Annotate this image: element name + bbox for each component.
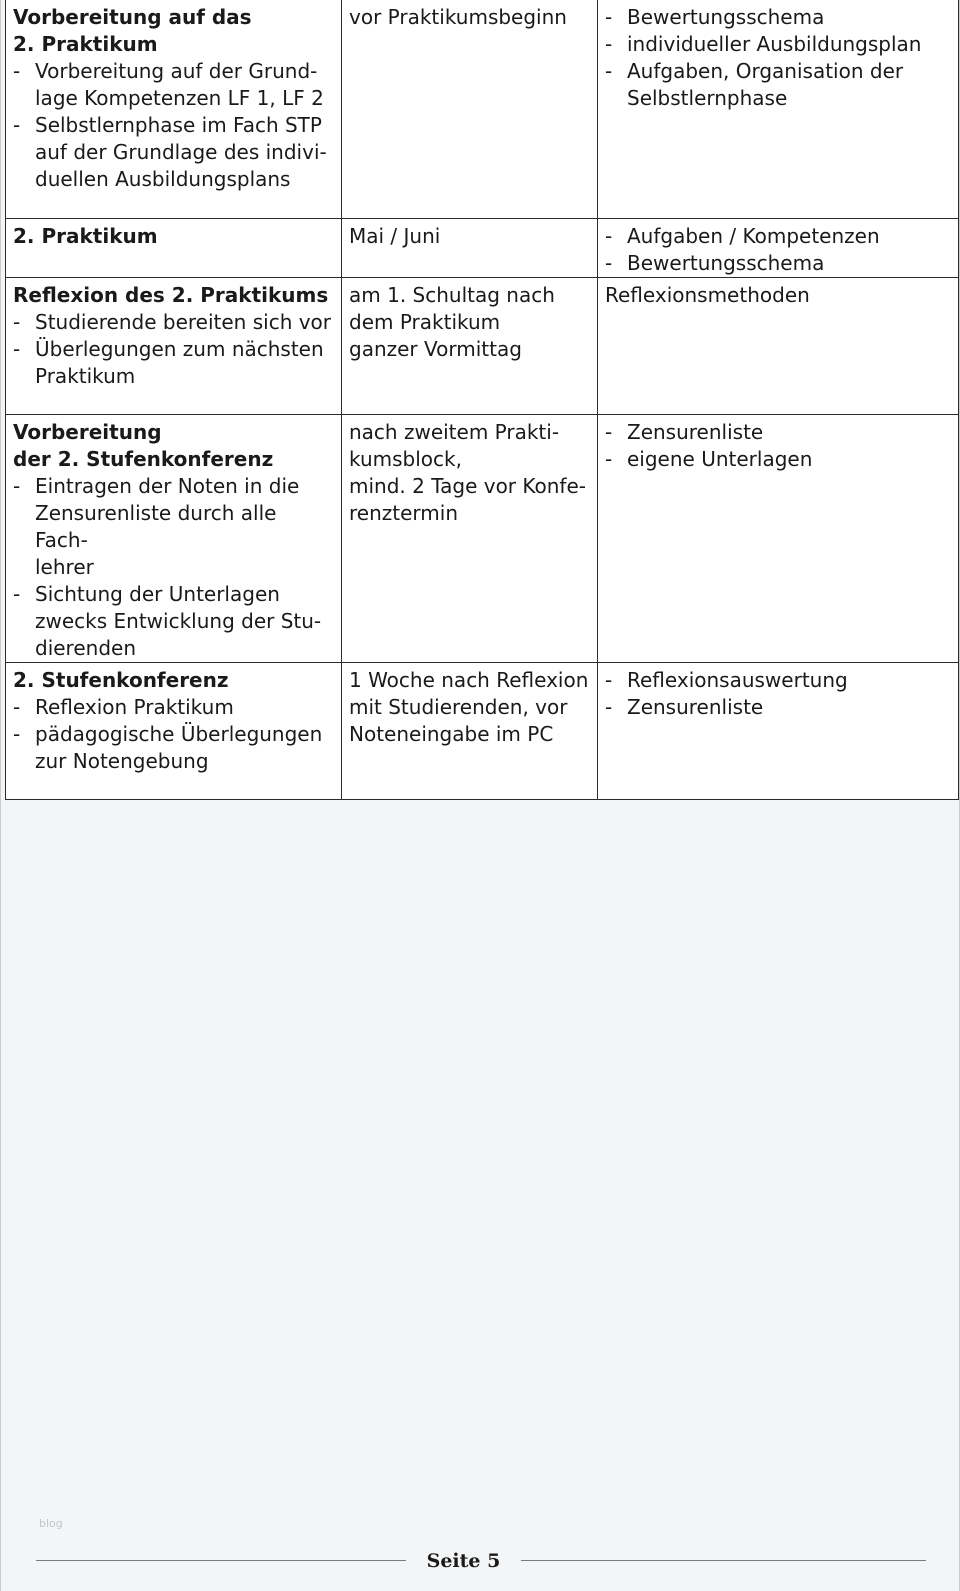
- page-number: Seite 5: [426, 1550, 501, 1572]
- materials-item: [605, 667, 951, 694]
- phase-task-line: duellen Ausbildungsplans: [35, 167, 291, 191]
- phase-task-line: auf der Grundlage des indivi-: [35, 140, 327, 164]
- phase-task-item: [13, 336, 334, 390]
- phase-task-list: [13, 58, 334, 193]
- cell-materials: [598, 218, 959, 277]
- phase-heading-line: 2. Praktikum: [13, 32, 158, 56]
- materials-line: Selbstlernphase: [627, 86, 788, 110]
- phase-task-list: [13, 694, 334, 775]
- phase-heading: [13, 667, 334, 694]
- timing-line: mind. 2 Tage vor Konfe-: [349, 473, 586, 498]
- phase-heading: [13, 419, 334, 473]
- materials-item: [605, 419, 951, 446]
- phase-task-line: zur Notengebung: [35, 748, 209, 773]
- phase-task-line: lehrer: [35, 554, 94, 579]
- phase-heading-line: 2. Praktikum: [13, 223, 158, 248]
- page-footer: [1, 1548, 960, 1591]
- watermark-text: blog: [39, 1517, 63, 1530]
- materials-line: - Zensurenliste: [627, 694, 764, 719]
- materials-line: - Zensurenliste: [627, 419, 764, 444]
- materials-item: [605, 58, 951, 112]
- timing-line: Mai / Juni: [349, 223, 441, 248]
- table-row: [6, 662, 959, 799]
- phase-task-item: [13, 473, 334, 581]
- materials-list: [605, 4, 951, 112]
- phase-task-item: [13, 581, 334, 662]
- timing-line: kumsblock,: [349, 446, 462, 471]
- schedule-table-body: [6, 0, 959, 799]
- timing-line: 1 Woche nach Reflexion: [349, 667, 589, 692]
- phase-task-list: [13, 309, 334, 390]
- phase-task-line: lage Kompetenzen LF 1, LF 2: [35, 86, 324, 110]
- phase-heading-line: der 2. Stufenkonferenz: [13, 446, 274, 471]
- phase-task-line: - Überlegungen zum nächsten: [35, 336, 324, 361]
- phase-task-list: [13, 473, 334, 662]
- materials-line: - Aufgaben / Kompetenzen: [627, 223, 880, 248]
- phase-task-item: [13, 309, 334, 336]
- table-row: [6, 0, 959, 218]
- phase-task-line: Praktikum: [35, 363, 136, 388]
- materials-list: [605, 419, 951, 473]
- phase-task-line: - Studierende bereiten sich vor: [35, 309, 332, 334]
- phase-heading-line: Vorbereitung auf das: [13, 5, 252, 29]
- timing-line: mit Studierenden, vor: [349, 694, 568, 719]
- footer-rule-right: [521, 1560, 926, 1561]
- phase-heading: [13, 282, 334, 309]
- phase-task-line: dierenden: [35, 635, 136, 660]
- materials-line: - Bewertungsschema: [627, 5, 825, 29]
- cell-phase: [6, 0, 342, 218]
- footer-rule-left: [36, 1560, 406, 1561]
- cell-timing: [342, 218, 598, 277]
- cell-materials: [598, 662, 959, 799]
- phase-task-line: Zensurenliste durch alle Fach-: [35, 500, 277, 552]
- materials-line: Reflexionsmethoden: [605, 282, 810, 307]
- phase-task-line: zwecks Entwicklung der Stu-: [35, 608, 322, 633]
- materials-line: - Bewertungsschema: [627, 250, 825, 275]
- cell-phase: [6, 662, 342, 799]
- phase-heading: [13, 4, 334, 58]
- timing-line: Noteneingabe im PC: [349, 721, 554, 746]
- cell-timing: [342, 0, 598, 218]
- phase-task-line: - pädagogische Überlegungen: [35, 721, 323, 746]
- cell-timing: [342, 414, 598, 662]
- materials-item: [605, 694, 951, 721]
- schedule-table: [5, 0, 959, 800]
- phase-heading: [13, 223, 334, 250]
- phase-task-line: - Sichtung der Unterlagen: [35, 581, 280, 606]
- phase-heading-line: 2. Stufenkonferenz: [13, 667, 229, 692]
- cell-materials: [598, 277, 959, 414]
- cell-timing: [342, 662, 598, 799]
- phase-task-line: - Selbstlernphase im Fach STP: [35, 113, 322, 137]
- table-row: [6, 277, 959, 414]
- materials-item: [605, 4, 951, 31]
- cell-materials: [598, 0, 959, 218]
- table-row: [6, 414, 959, 662]
- materials-item: [605, 223, 951, 250]
- phase-task-item: [13, 112, 334, 193]
- timing-line: dem Praktikum: [349, 309, 501, 334]
- materials-item: [605, 250, 951, 277]
- timing-line: renztermin: [349, 500, 458, 525]
- timing-line: ganzer Vormittag: [349, 336, 522, 361]
- materials-line: - individueller Ausbildungsplan: [627, 32, 922, 56]
- cell-phase: [6, 414, 342, 662]
- materials-line: - eigene Unterlagen: [627, 446, 813, 471]
- phase-task-line: - Vorbereitung auf der Grund-: [35, 59, 318, 83]
- cell-timing: [342, 277, 598, 414]
- materials-item: [605, 446, 951, 473]
- timing-line: am 1. Schultag nach: [349, 282, 555, 307]
- phase-task-item: [13, 694, 334, 721]
- cell-materials: [598, 414, 959, 662]
- phase-task-line: - Eintragen der Noten in die: [35, 473, 300, 498]
- table-row: [6, 218, 959, 277]
- phase-task-item: [13, 58, 334, 112]
- phase-heading-line: Vorbereitung: [13, 419, 162, 444]
- phase-task-item: [13, 721, 334, 775]
- timing-line: vor Praktikumsbeginn: [349, 5, 567, 29]
- cell-phase: [6, 277, 342, 414]
- phase-task-line: - Reflexion Praktikum: [35, 694, 234, 719]
- materials-list: [605, 223, 951, 277]
- materials-list: [605, 667, 951, 721]
- materials-line: - Reflexionsauswertung: [627, 667, 848, 692]
- phase-heading-line: Reflexion des 2. Praktikums: [13, 282, 329, 307]
- timing-line: nach zweitem Prakti-: [349, 419, 560, 444]
- materials-item: [605, 31, 951, 58]
- materials-line: - Aufgaben, Organisation der: [627, 59, 904, 83]
- cell-phase: [6, 218, 342, 277]
